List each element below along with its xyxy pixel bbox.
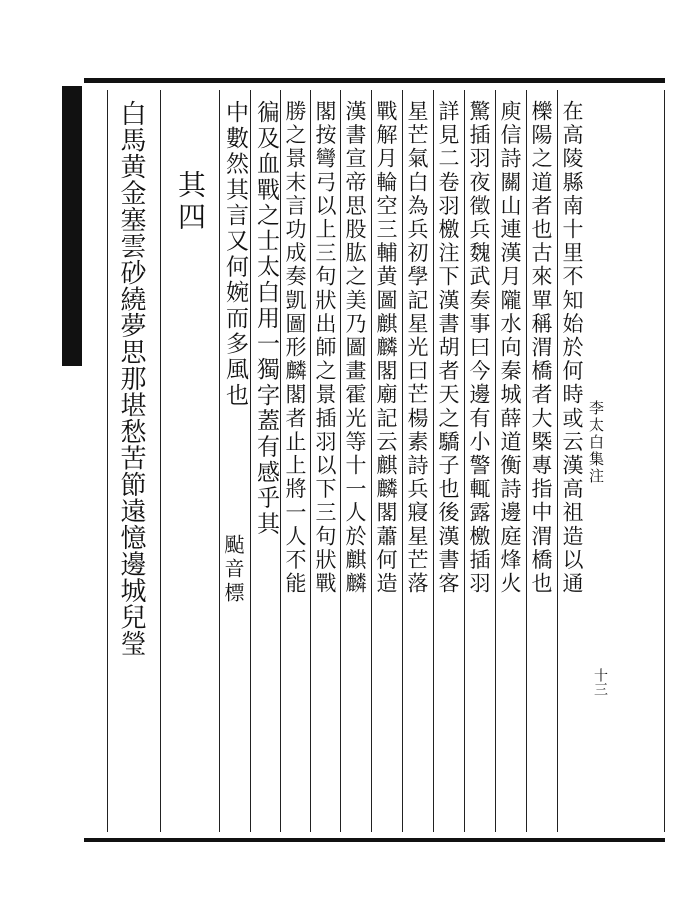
column-rule [340,90,341,832]
column-rule [402,90,403,832]
column-rule [495,90,496,832]
column-rule [371,90,372,832]
column-rule [160,90,161,832]
commentary-column: 庾信詩關山連漢月隴水向秦城薛道衡詩邊庭烽火 [498,100,522,596]
commentary-column: 徧及血戰之士太白用一獨字蓋有感乎其 [253,100,279,537]
commentary-column: 閣按彎弓以上三句狀出師之景插羽以下三句狀戰 [313,100,337,596]
column-rule [464,90,465,832]
column-rule [526,90,527,832]
commentary-column: 櫟陽之道者也古來單稱渭橋者大槩專指中渭橋也 [529,100,553,596]
frame-right-edge [664,90,665,832]
column-rule [433,90,434,832]
column-rule [219,90,220,832]
margin-page-number: 十三 [592,668,608,696]
column-rule [280,90,281,832]
commentary-column: 勝之景末言功成奏凱圖形麟閣者止上將一人不能 [283,100,307,596]
margin-book-title: 李太白集注 [587,400,605,485]
commentary-column-note: 颭音標 [221,534,245,606]
commentary-column: 中數然其言又何婉而多風也 [222,100,248,409]
column-rule [557,90,558,832]
commentary-column: 在高陵縣南十里不知始於何時或云漢高祖造以通 [560,100,584,596]
poem-text-column: 白馬黄金塞雲砂繞夢思那堪愁苦節遠憶邊城兒瑩 [116,100,146,657]
commentary-column: 驚插羽夜徵兵魏武奏事曰今邊有小警輒露檄插羽 [467,100,491,596]
commentary-column: 星芒氣白為兵初學記星光曰芒楊素詩兵寢星芒落 [405,100,429,596]
spine-black-band [62,86,82,366]
column-rule [250,90,251,832]
column-rule [310,90,311,832]
commentary-column: 戰解月輪空三輔黄圖麒麟閣廟記云麒麟閣蕭何造 [374,100,398,596]
commentary-column: 漢書宣帝思股肱之美乃圖畫霍光等十一人於麒麟 [343,100,367,596]
column-rule [107,90,108,832]
poem-heading: 其四 [174,170,207,234]
commentary-column: 詳見二卷羽檄注下漢書胡者天之驕子也後漢書客 [436,100,460,596]
